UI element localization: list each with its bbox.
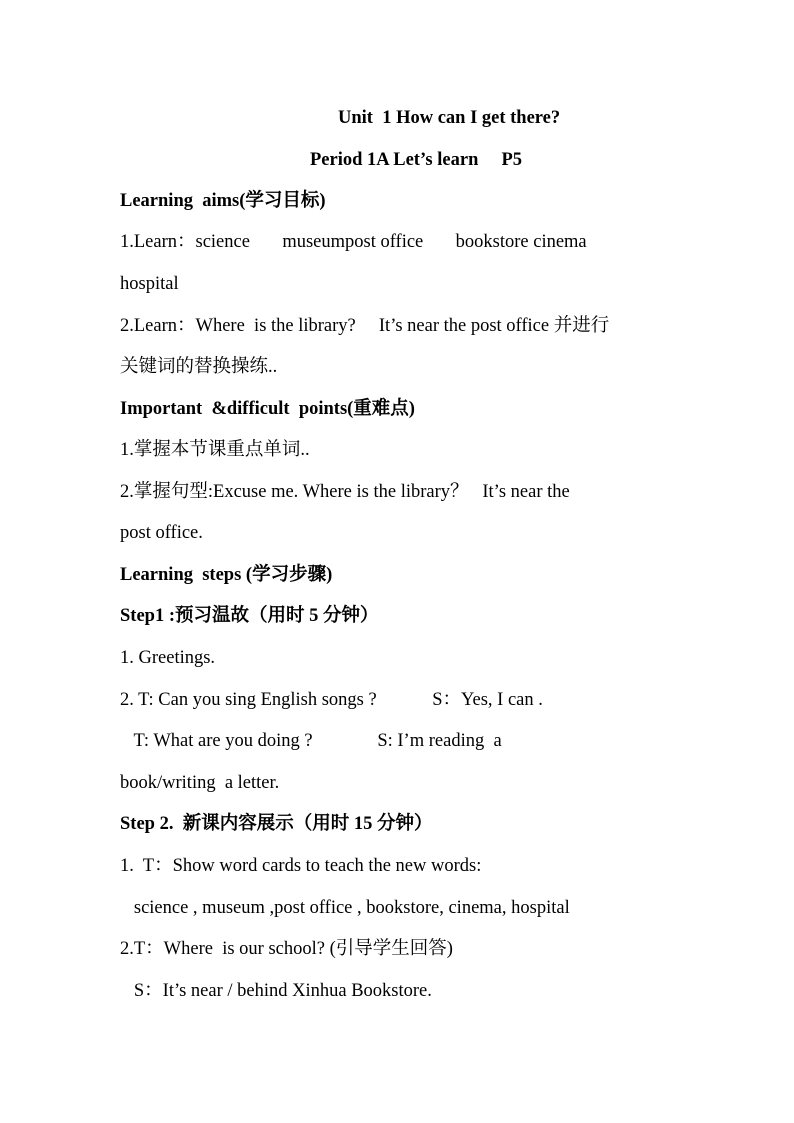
step2-item-2-answer: S：It’s near / behind Xinhua Bookstore. <box>120 981 432 1001</box>
step2-item-1-words: science , museum ,post office , bookstore, cinema, hospital <box>120 898 570 918</box>
step1-item-2-dialogue: T: What are you doing ? S: I’m reading a <box>120 731 502 751</box>
points-item-2: 2.掌握句型:Excuse me. Where is the library？ It’s near the <box>120 482 570 502</box>
aims-item-1-cont: hospital <box>120 274 179 294</box>
step1-item-2-cont: book/writing a letter. <box>120 773 280 793</box>
step2-item-2: 2.T：Where is our school? (引导学生回答) <box>120 939 453 959</box>
step1-item-2: 2. T: Can you sing English songs ? S：Yes, I can . <box>120 690 543 710</box>
learning-steps-heading: Learning steps (学习步骤) <box>120 565 333 585</box>
step1-item-1: 1. Greetings. <box>120 648 216 668</box>
step1-heading: Step1 :预习温故（用时 5 分钟） <box>120 606 379 626</box>
points-item-1: 1.掌握本节课重点单词.. <box>120 440 310 460</box>
learning-aims-heading: Learning aims(学习目标) <box>120 191 326 211</box>
important-points-heading: Important &difficult points(重难点) <box>120 399 415 419</box>
unit-title: Unit 1 How can I get there? <box>338 108 561 128</box>
points-item-2-cont: post office. <box>120 523 203 543</box>
aims-item-2-cont: 关键词的替换操练.. <box>120 357 278 377</box>
period-subtitle: Period 1A Let’s learn P5 <box>310 150 523 170</box>
aims-item-1: 1.Learn：science museumpost office bookstore cinema <box>120 232 587 252</box>
aims-item-2: 2.Learn：Where is the library? It’s near the post office 并进行 <box>120 316 610 336</box>
step2-item-1: 1. T：Show word cards to teach the new words: <box>120 856 482 876</box>
step2-heading: Step 2. 新课内容展示（用时 15 分钟） <box>120 814 433 834</box>
